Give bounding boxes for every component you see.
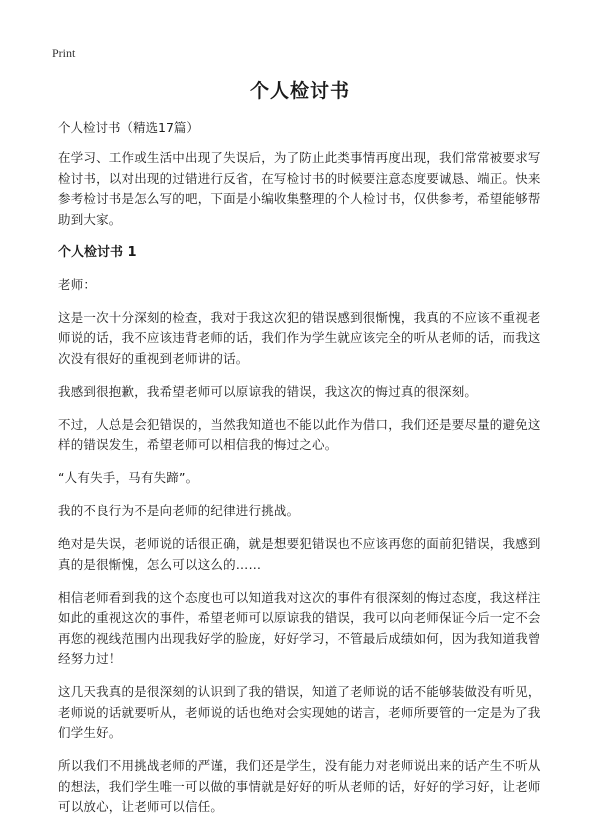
print-link[interactable]: Print	[52, 46, 76, 60]
paragraph: 不过，人总是会犯错误的，当然我知道也不能以此作为借口，我们还是要尽量的避免这样的错误发生，希望老师可以相信我的悔过之心。	[58, 416, 541, 452]
paragraph: 相信老师看到我的这个态度也可以知道我对这次的事件有很深刻的悔过态度，我这样注如此的重视这次的事件，希望老师可以原谅我的错误，我可以向老师保证今后一定不会再您的视线范围内出现我好学的脸庞，好好学习，不管最后成绩如何，因为我知道我曾经努力过！	[58, 589, 541, 666]
paragraph: 我的不良行为不是向老师的纪律进行挑战。	[58, 503, 300, 518]
intro-paragraph: 在学习、工作或生活中出现了失误后，为了防止此类事情再度出现，我们常常被要求写检讨书，以对出现的过错进行反省，在写检讨书的时候要注意态度要诚恳、端正。快来参考检讨书是怎么写的吧，下面是小编收集整理的个人检讨书，仅供参考，希望能够帮助到大家。	[58, 150, 541, 227]
paragraph: 我感到很抱歉，我希望老师可以原谅我的错误，我这次的悔过真的很深刻。	[58, 383, 478, 399]
paragraph: 这是一次十分深刻的检查，我对于我这次犯的错误感到很惭愧，我真的不应该不重视老师说的话，我不应该违背老师的话，我们作为学生就应该完全的听从老师的话，而我这次没有很好的重视到老师讲的话。	[58, 309, 541, 366]
section-heading: 个人检讨书 1	[58, 244, 137, 260]
page-title: 个人检讨书	[249, 80, 350, 102]
paragraph-quote: “人有失手，马有失蹄”。	[58, 470, 199, 485]
paragraph: 这几天我真的是很深刻的认识到了我的错误，知道了老师说的话不能够装做没有听见，老师说的话就要听从，老师说的话也绝对会实现她的诺言，老师所要管的一定是为了我们学生好。	[58, 684, 541, 740]
paragraph: 所以我们不用挑战老师的严谨，我们还是学生，没有能力对老师说出来的话产生不听从的想法，我们学生唯一可以做的事情就是好好的听从老师的话，好好的学习好，让老师可以放心，让老师可以信任。	[58, 758, 541, 814]
paragraph: 绝对是失误，老师说的话很正确，就是想要犯错误也不应该再您的面前犯错误，我感到真的是很惭愧，怎么可以这么的……	[58, 536, 541, 572]
document-subtitle: 个人检讨书（精选17篇）	[58, 120, 199, 135]
paragraph-salutation: 老师：	[58, 276, 97, 292]
document-body	[58, 118, 550, 830]
